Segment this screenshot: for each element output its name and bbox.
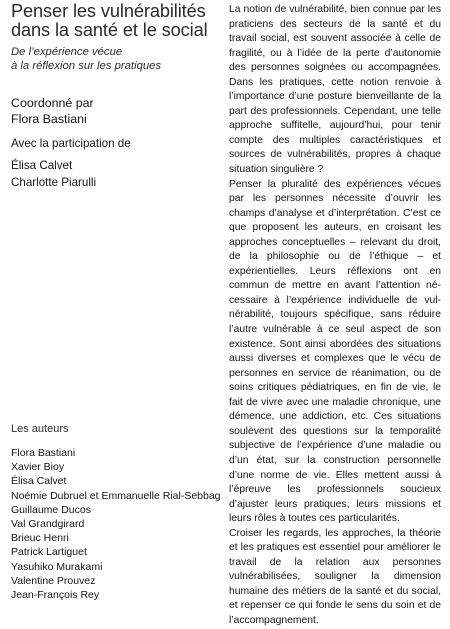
author-name: Brieuc Henri — [11, 532, 69, 545]
participation-label: Avec la participation de — [11, 137, 131, 150]
authors-heading: Les auteurs — [11, 423, 69, 435]
book-subtitle — [11, 45, 219, 73]
back-cover-text — [229, 3, 441, 629]
participant-name: Charlotte Piarulli — [11, 176, 97, 189]
participant-name: Élisa Calvet — [11, 159, 73, 172]
author-name: Flora Bastiani — [11, 447, 76, 459]
authors-list — [11, 446, 221, 602]
author-name: Guillaume Ducos — [11, 503, 91, 516]
body-paragraph: La notion de vulnérabilité, bien connue par les praticiens des secteurs de la santé et du travail social, est souvent associée à celle de fragilité, ou à l’idée de la perte d’autonomie des personnes soignées ou accompagnées. Dans les pratiques, cette notion renvoie à l’importance d’une posture bienveillante de la part des professionnels. Cependant, une telle approche suffitelle, aujourd’hui, pour tenir compte des multiples caractéristiques et sources de vulnérabilités, propres à chaque situation singulière ? — [229, 4, 441, 176]
subtitle-line: à la réflexion sur les pratiques — [11, 60, 162, 72]
coordinated-by-label: Coordonné par — [11, 96, 94, 110]
author-name: Noémie Dubruel et Emmanuelle Rial-Sebbag — [11, 489, 221, 502]
coordinator-name: Flora Bastiani — [11, 112, 87, 126]
body-paragraph: Penser la pluralité des expériences vécues par les personnes nécessite d’ouvrir les champs d’analyse et d’interprétation. C’est ce que proposent les auteurs, en croisant les approches conceptuelles – relevant du droit, de la philosophie ou de l’éthique – et expérientielles. Leurs réflexions ont en commun de mettre en avant l’attention nécessaire à l’expérience individuelle de vulnérabilité, toujours spécifique, sans réduire l’autre vulnérable à ce seul aspect de son existence. Sont ainsi abordées des situations aussi diverses et complexes que le vécu de personnes en service de réanimation, ou de soins critiques pédiatriques, en fin de vie, le fait de vivre avec une maladie chronique, une démence, une addiction, etc. Ces situations soulèvent des questions sur la temporalité subjective de l’expérience d’une maladie ou d’un état, sur la construction personnelle d’une norme de vie. Elles mettent aussi à l’épreuve les professionnels soucieux d’ajuster leurs pratiques, leurs missions et leurs rôles à toutes ces particularités. — [229, 178, 441, 525]
author-name: Jean-François Rey — [11, 589, 100, 602]
author-name: Valentine Prouvez — [11, 574, 96, 587]
participants-list — [11, 157, 219, 191]
author-name: Patrick Lartiguet — [11, 546, 87, 559]
left-column — [11, 2, 219, 191]
title-line: dans la santé et le social — [11, 20, 208, 40]
subtitle-line: De l’expérience vécue — [11, 46, 123, 58]
author-name: Yasuhiko Murakami — [11, 560, 103, 573]
author-name: Val Grandgirard — [11, 518, 85, 531]
title-line: Penser les vulnérabilités — [11, 1, 206, 21]
author-name: Élisa Calvet — [11, 475, 67, 488]
book-title — [11, 2, 219, 40]
author-name: Xavier Bioy — [11, 461, 65, 474]
body-paragraph: Croiser les regards, les approches, la théorie et les pratiques est essentiel pour améliorer le travail de la relation aux personnes vulnérabilisées, souligner la dimension humaine des métiers de la santé et du social, et repenser ce qui fonde le sens du soin et de l’accompagnement. — [229, 527, 441, 626]
